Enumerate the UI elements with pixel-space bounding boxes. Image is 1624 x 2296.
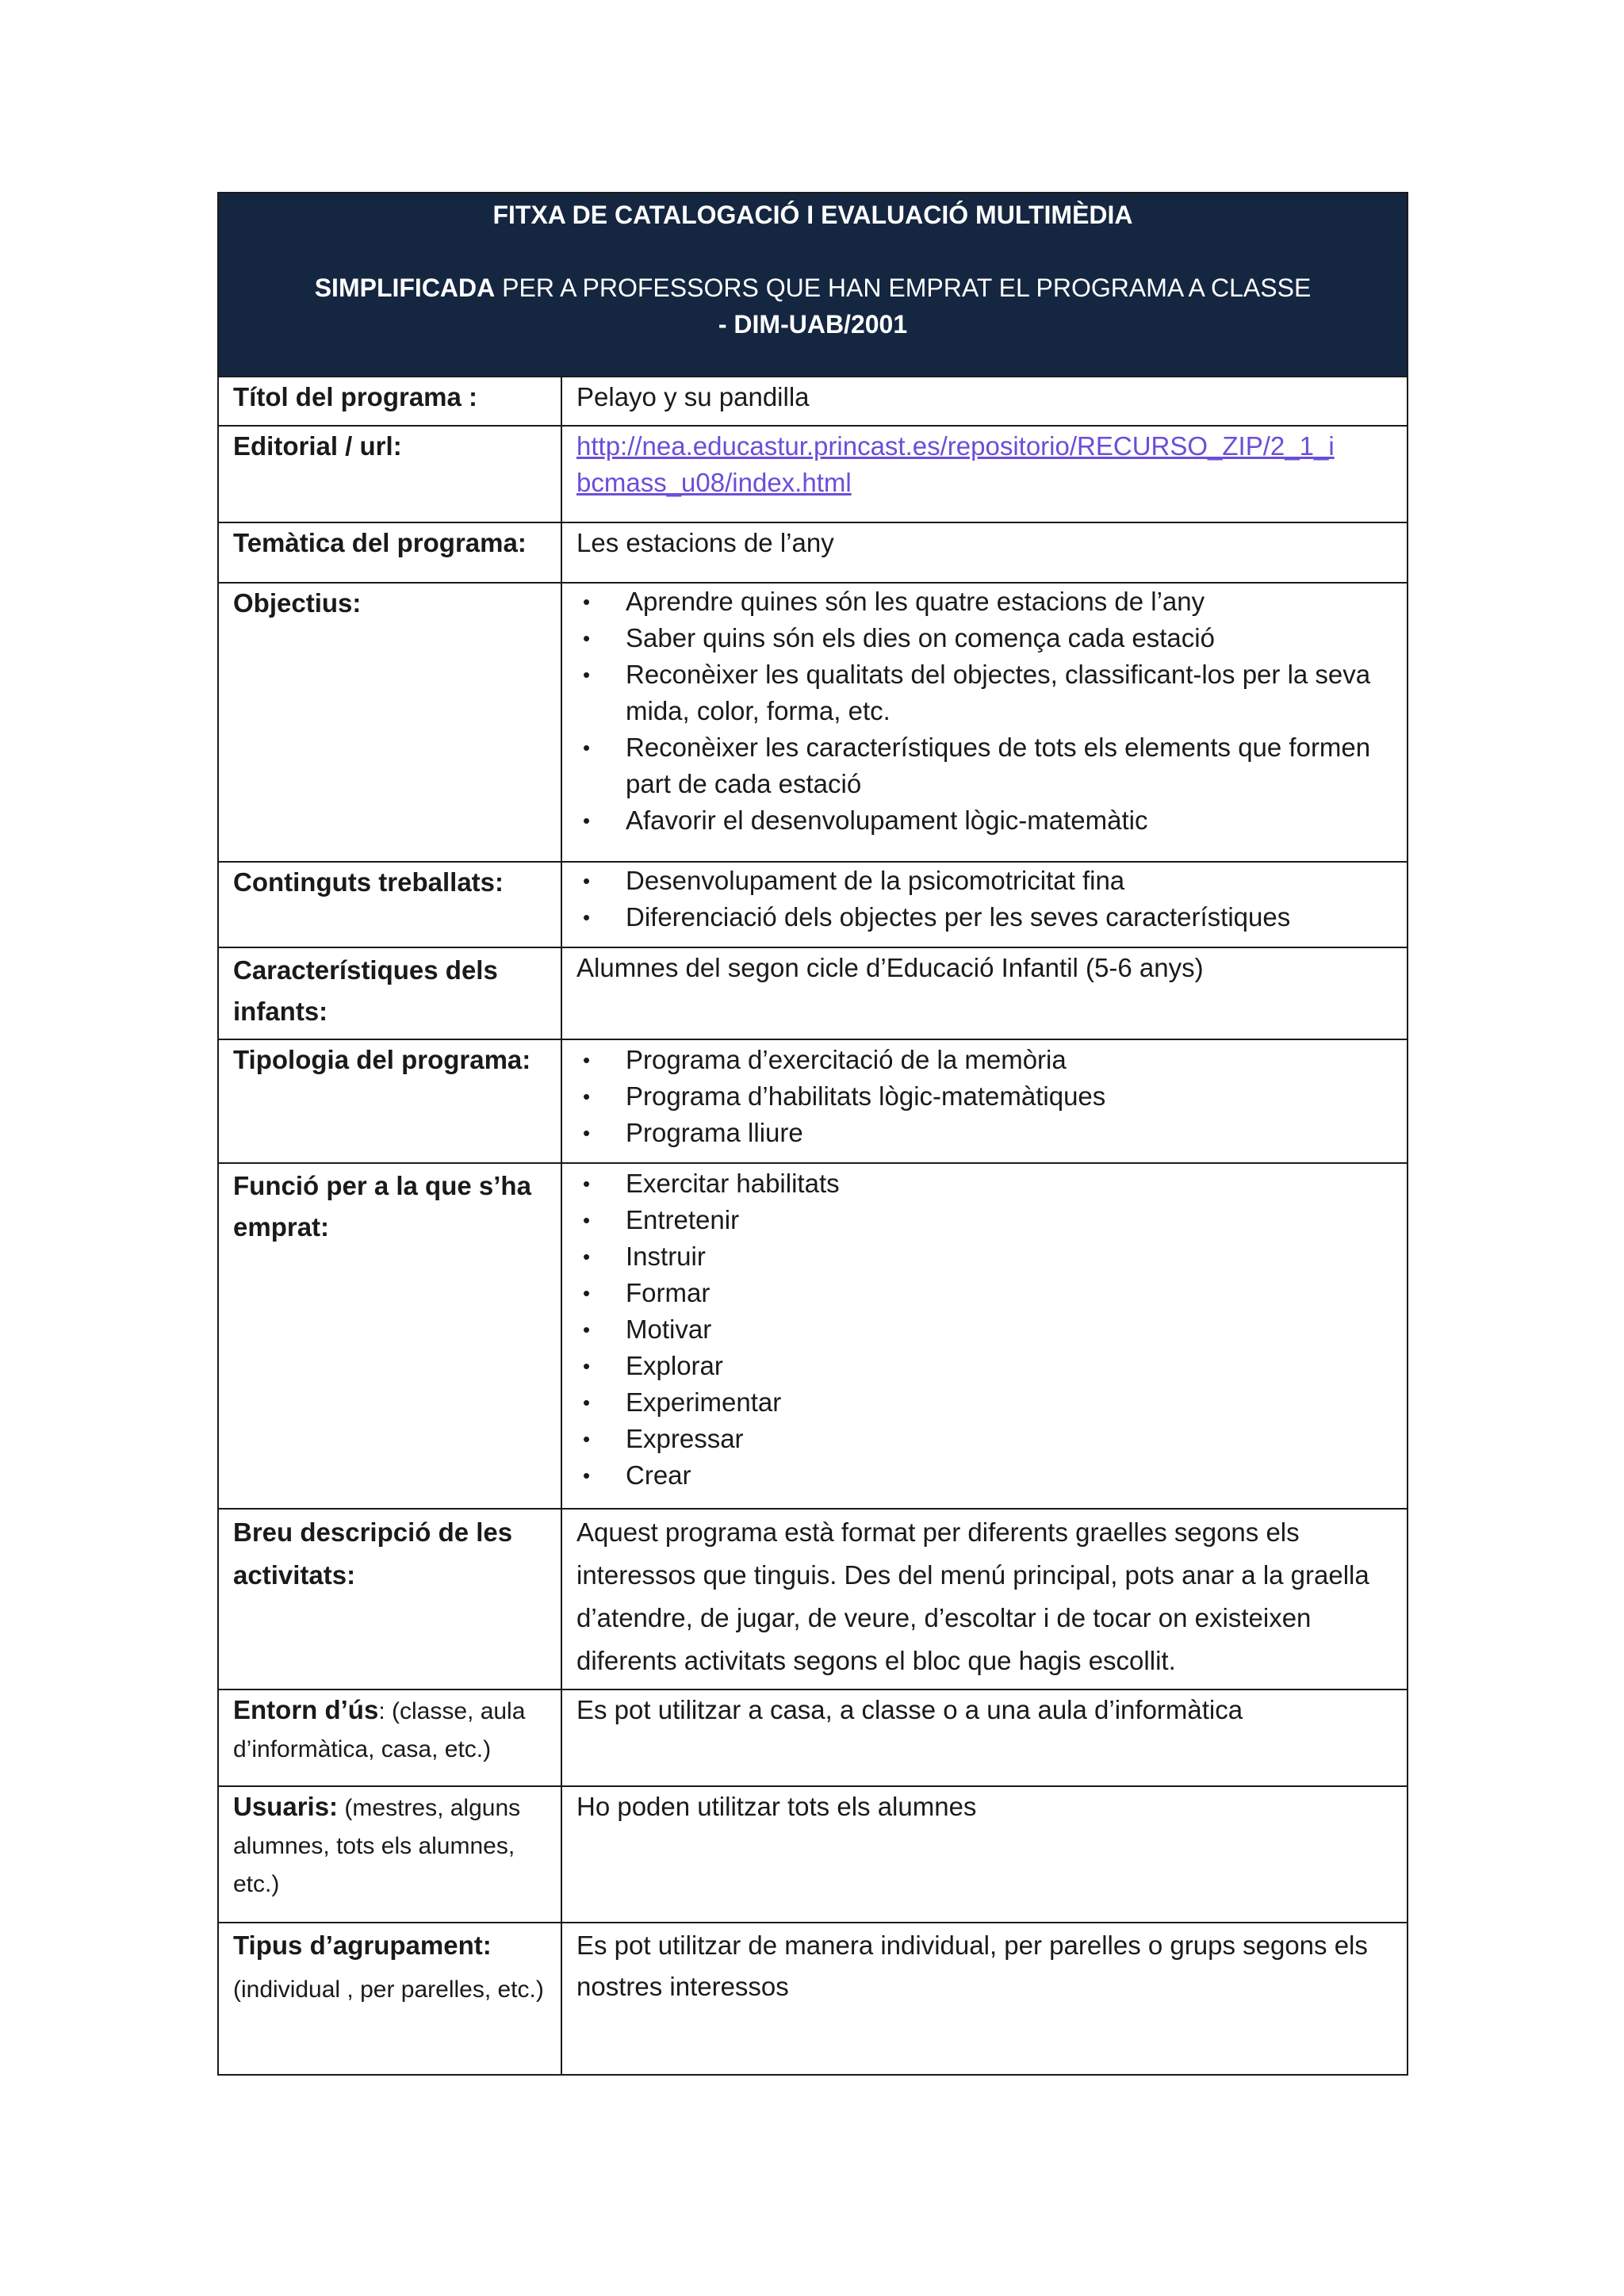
label-tipus <box>218 1923 561 2075</box>
list-item: • Reconèixer les característiques de tots els elements que formen part de cada estació <box>576 729 1392 802</box>
label-tipologia: Tipologia del programa: <box>218 1039 561 1163</box>
label-objectius: Objectius: <box>218 583 561 862</box>
table-row <box>218 426 1408 522</box>
funcio-list <box>576 1165 1392 1494</box>
table-row <box>218 1923 1408 2075</box>
entorn-label-note: : (classe, aula d’informàtica, casa, etc.) <box>233 1698 526 1762</box>
list-item: • Saber quins són els dies on comença cada estació <box>576 620 1392 656</box>
list-item: • Entretenir <box>576 1202 1392 1238</box>
list-item: • Exercitar habilitats <box>576 1165 1392 1202</box>
table-row <box>218 1786 1408 1923</box>
label-continguts: Continguts treballats: <box>218 862 561 947</box>
list-item: • Motivar <box>576 1311 1392 1348</box>
table-row <box>218 1509 1408 1689</box>
label-caracteristiques: Característiques dels infants: <box>218 947 561 1039</box>
table-row <box>218 377 1408 426</box>
usuaris-label-note: (mestres, alguns alumnes, tots els alumnes, etc.) <box>233 1795 521 1897</box>
label-usuaris <box>218 1786 561 1923</box>
sheet-header <box>217 192 1408 376</box>
subtitle-rest: PER A PROFESSORS QUE HAN EMPRAT EL PROGRAMA A CLASSE <box>495 274 1312 302</box>
label-entorn <box>218 1689 561 1786</box>
tipus-label-bold: Tipus d’agrupament: <box>233 1931 492 1960</box>
list-item: • Programa d’exercitació de la memòria <box>576 1042 1392 1078</box>
label-breu: Breu descripció de les activitats: <box>218 1509 561 1689</box>
catalog-sheet <box>217 192 1408 2076</box>
table-row <box>218 862 1408 947</box>
table-row <box>218 1689 1408 1786</box>
tipus-label-note: (individual , per parelles, etc.) <box>233 1976 544 2003</box>
table-row <box>218 1039 1408 1163</box>
list-item: • Reconèixer les qualitats del objectes, classificant-los per la seva mida, color, forma, etc. <box>576 656 1392 729</box>
list-item: • Programa lliure <box>576 1115 1392 1151</box>
list-item: • Diferenciació dels objectes per les seves característiques <box>576 899 1392 936</box>
tipologia-list <box>576 1042 1392 1151</box>
table-row <box>218 583 1408 862</box>
list-item: • Expressar <box>576 1421 1392 1457</box>
value-continguts <box>561 862 1408 947</box>
list-item: • Instruir <box>576 1238 1392 1275</box>
entorn-label-bold: Entorn d’ús <box>233 1695 379 1724</box>
value-tematica: Les estacions de l’any <box>561 522 1408 583</box>
list-item: • Desenvolupament de la psicomotricitat fina <box>576 863 1392 899</box>
list-item: • Crear <box>576 1457 1392 1494</box>
list-item: • Explorar <box>576 1348 1392 1384</box>
url-line-1: http://nea.educastur.princast.es/repositorio/RECURSO_ZIP/2_1_i <box>576 431 1335 461</box>
value-entorn: Es pot utilitzar a casa, a classe o a una aula d’informàtica <box>561 1689 1408 1786</box>
list-item: • Experimentar <box>576 1384 1392 1421</box>
sheet-subtitle <box>219 270 1407 306</box>
label-tematica: Temàtica del programa: <box>218 522 561 583</box>
value-funcio <box>561 1163 1408 1509</box>
subtitle-line2: - DIM-UAB/2001 <box>718 310 908 339</box>
editorial-url-link[interactable] <box>576 431 1335 497</box>
catalog-table <box>217 376 1408 2076</box>
list-item: • Programa d’habilitats lògic-matemàtiques <box>576 1078 1392 1115</box>
value-breu: Aquest programa està format per diferents graelles segons els interessos que tinguis. Des del menú principal, pots anar a la graella d’atendre, de jugar, de veure, d’escoltar i de tocar on existeixen diferents activitats segons el bloc que hagis escollit. <box>561 1509 1408 1689</box>
value-objectius <box>561 583 1408 862</box>
list-item: • Aprendre quines són les quatre estacions de l’any <box>576 584 1392 620</box>
table-row <box>218 522 1408 583</box>
continguts-list <box>576 863 1392 936</box>
list-item: • Afavorir el desenvolupament lògic-matemàtic <box>576 802 1392 839</box>
list-item: • Formar <box>576 1275 1392 1311</box>
objectius-list <box>576 584 1392 839</box>
table-row <box>218 1163 1408 1509</box>
label-funcio: Funció per a la que s’ha emprat: <box>218 1163 561 1509</box>
table-row <box>218 947 1408 1039</box>
value-usuaris: Ho poden utilitzar tots els alumnes <box>561 1786 1408 1923</box>
value-tipologia <box>561 1039 1408 1163</box>
usuaris-label-bold: Usuaris: <box>233 1792 339 1821</box>
value-titol: Pelayo y su pandilla <box>561 377 1408 426</box>
sheet-title: FITXA DE CATALOGACIÓ I EVALUACIÓ MULTIMÈDIA <box>492 201 1133 229</box>
subtitle-bold: SIMPLIFICADA <box>314 274 496 302</box>
label-titol: Títol del programa : <box>218 377 561 426</box>
value-caracteristiques: Alumnes del segon cicle d’Educació Infantil (5-6 anys) <box>561 947 1408 1039</box>
value-tipus: Es pot utilitzar de manera individual, per parelles o grups segons els nostres interessos <box>561 1923 1408 2075</box>
value-editorial <box>561 426 1408 522</box>
url-line-2: bcmass_u08/index.html <box>576 468 852 497</box>
label-editorial: Editorial / url: <box>218 426 561 522</box>
